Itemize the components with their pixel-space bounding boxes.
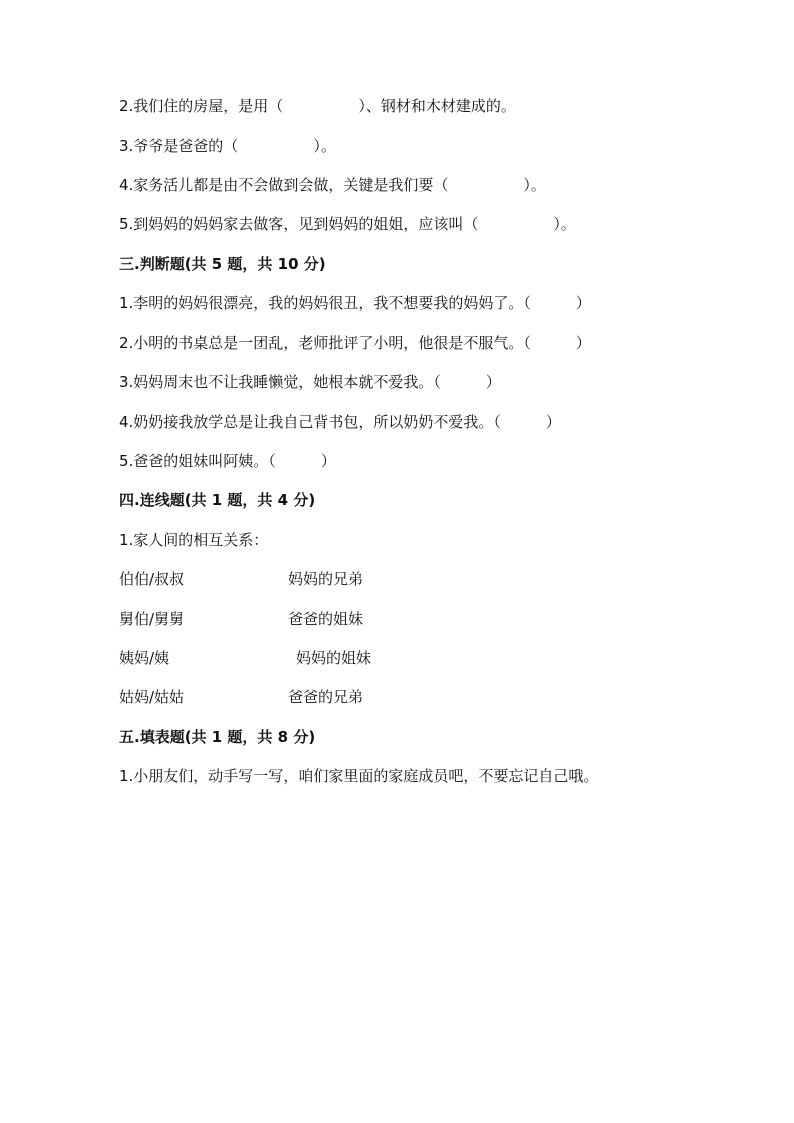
fill-blank-item-4: 4.家务活儿都是由不会做到会做，关键是我们要（ ）。 [119, 176, 546, 194]
judge-item-3: 3.妈妈周末也不让我睡懒觉，她根本就不爱我。（ ） [119, 373, 501, 391]
fill-blank-item-5: 5.到妈妈的妈妈家去做客，见到妈妈的姐姐，应该叫（ ）。 [119, 215, 576, 233]
match-right-item: 爸爸的兄弟 [288, 688, 364, 706]
judge-item-2: 2.小明的书桌总是一团乱，老师批评了小明，他很是不服气。（ ） [119, 334, 591, 352]
match-left-item: 伯伯/叔叔 [119, 570, 185, 588]
judge-item-1: 1.李明的妈妈很漂亮，我的妈妈很丑，我不想要我的妈妈了。（ ） [119, 294, 591, 312]
match-left-item: 姨妈/姨 [119, 649, 170, 667]
fill-blank-item-2: 2.我们住的房屋，是用（ ）、钢材和木材建成的。 [119, 97, 516, 115]
section-match-heading: 四.连线题(共 1 题，共 4 分) [119, 491, 316, 509]
table-fill-prompt: 1.小朋友们，动手写一写，咱们家里面的家庭成员吧，不要忘记自己哦。 [119, 767, 599, 785]
match-right-item: 妈妈的兄弟 [288, 570, 364, 588]
match-right-item: 爸爸的姐妹 [288, 610, 364, 628]
match-prompt: 1.家人间的相互关系： [119, 531, 269, 549]
match-left-item: 姑妈/姑姑 [119, 688, 185, 706]
fill-blank-item-3: 3.爷爷是爸爸的（ ）。 [119, 137, 336, 155]
match-left-item: 舅伯/舅舅 [119, 610, 185, 628]
judge-item-4: 4.奶奶接我放学总是让我自己背书包，所以奶奶不爱我。（ ） [119, 413, 561, 431]
judge-item-5: 5.爸爸的姐妹叫阿姨。（ ） [119, 452, 336, 470]
match-right-item: 妈妈的姐妹 [296, 649, 372, 667]
section-table-heading: 五.填表题(共 1 题，共 8 分) [119, 728, 316, 746]
section-judge-heading: 三.判断题(共 5 题，共 10 分) [119, 255, 326, 273]
